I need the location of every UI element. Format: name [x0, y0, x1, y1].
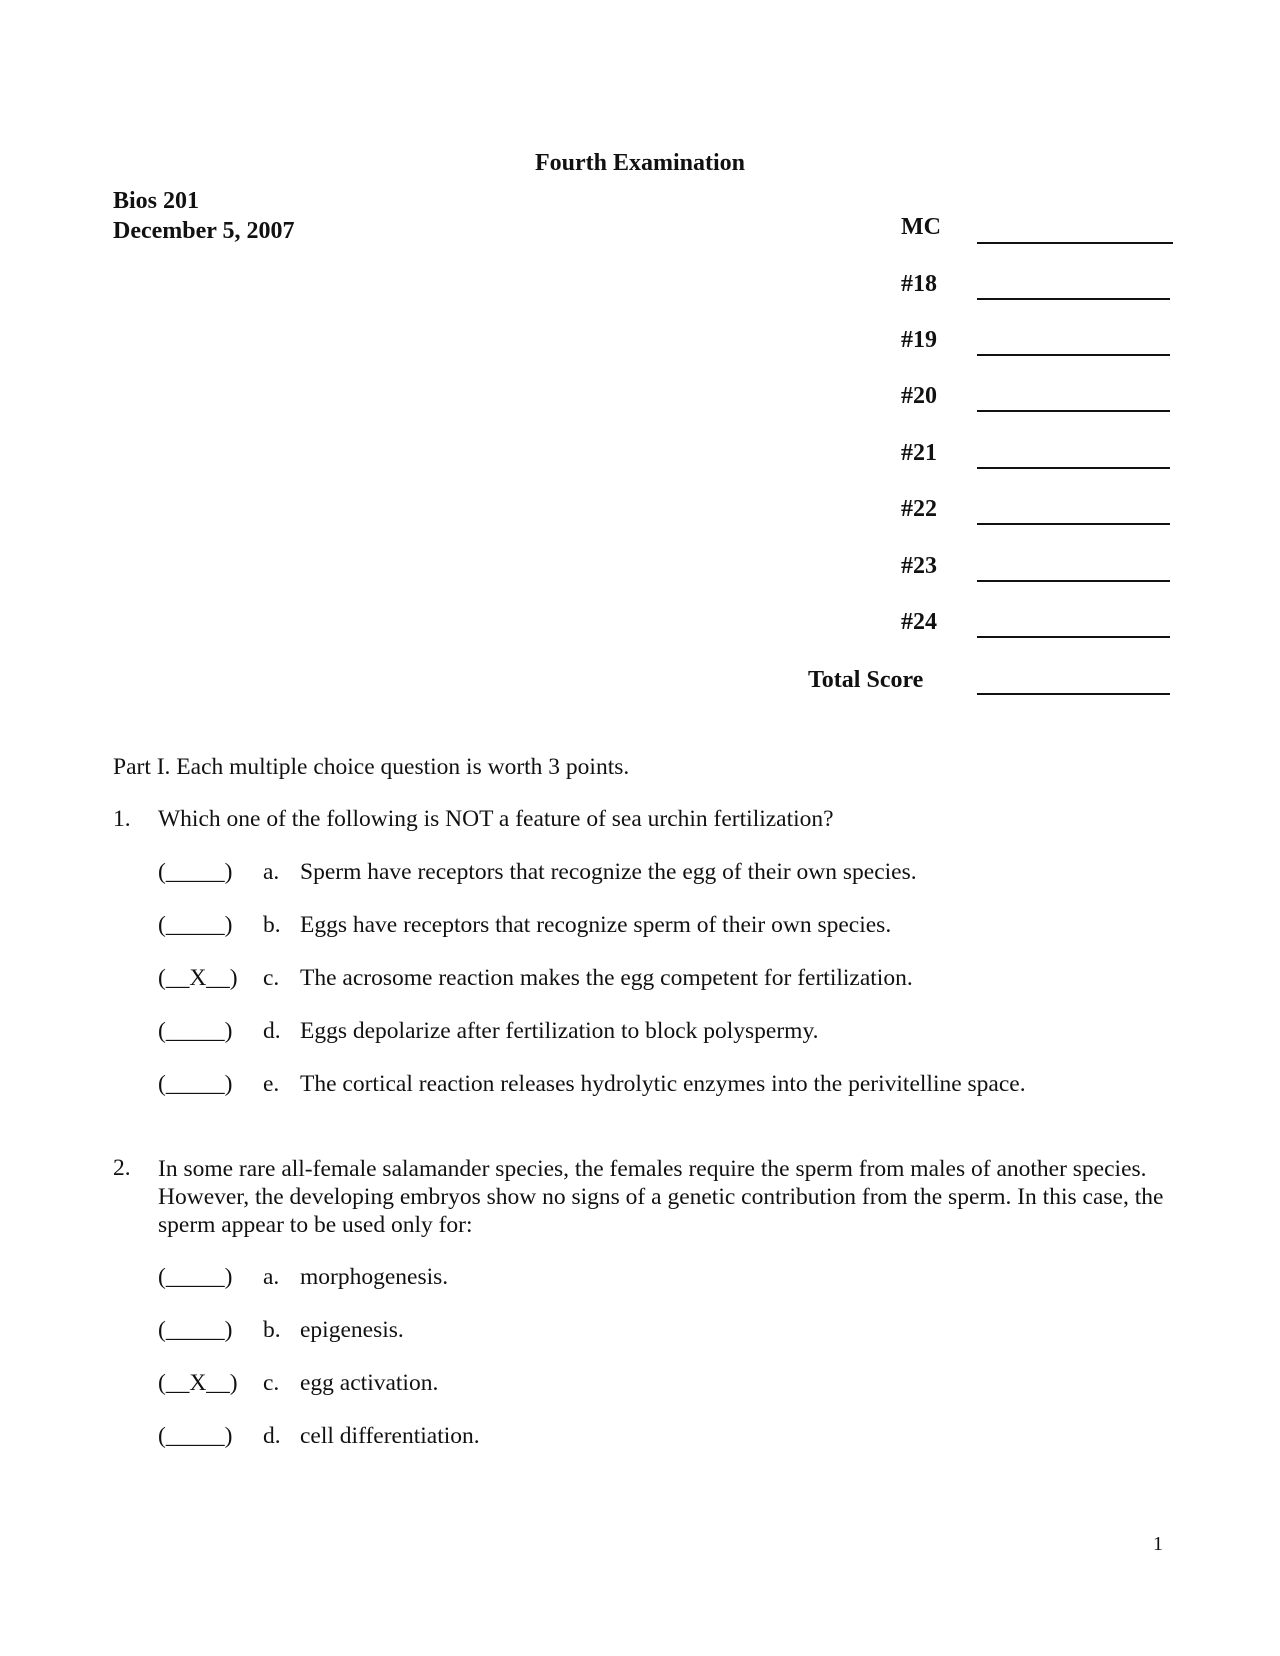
score-label-19: #19	[901, 327, 937, 353]
answer-blank[interactable]: (_____)	[158, 1018, 233, 1044]
course-name: Bios 201	[113, 188, 200, 214]
question-text: In some rare all-female salamander species, the females require the sperm from males of another species. However, the developing embryos show no signs of a genetic contribution from the sperm. In this case, the sperm appear to be used only for:	[158, 1156, 1164, 1238]
choice-letter: b.	[263, 1317, 281, 1343]
answer-blank[interactable]: (__X__)	[158, 965, 238, 991]
answer-blank[interactable]: (_____)	[158, 912, 233, 938]
score-label-24: #24	[901, 609, 937, 635]
choice-letter: b.	[263, 912, 281, 938]
choice-text: Eggs have receptors that recognize sperm of their own species.	[300, 912, 892, 938]
choice-letter: c.	[263, 1370, 280, 1396]
score-field-total[interactable]	[977, 693, 1170, 695]
score-label-23: #23	[901, 553, 937, 579]
score-label-total: Total Score	[808, 667, 924, 693]
page-number: 1	[1153, 1533, 1163, 1555]
exam-date: December 5, 2007	[113, 218, 295, 244]
choice-text: morphogenesis.	[300, 1264, 449, 1290]
answer-blank[interactable]: (__X__)	[158, 1370, 238, 1396]
answer-blank[interactable]: (_____)	[158, 859, 233, 885]
choice-text: egg activation.	[300, 1370, 439, 1396]
part1-intro: Part I. Each multiple choice question is worth 3 points.	[113, 754, 630, 780]
answer-blank[interactable]: (_____)	[158, 1071, 233, 1097]
choice-text: Sperm have receptors that recognize the egg of their own species.	[300, 859, 917, 885]
choice-text: The acrosome reaction makes the egg competent for fertilization.	[300, 965, 913, 991]
score-field-mc[interactable]	[977, 242, 1173, 244]
score-label-21: #21	[901, 440, 937, 466]
choice-letter: d.	[263, 1018, 281, 1044]
score-field-18[interactable]	[977, 298, 1170, 300]
answer-blank[interactable]: (_____)	[158, 1264, 233, 1290]
answer-blank[interactable]: (_____)	[158, 1423, 233, 1449]
choice-text: cell differentiation.	[300, 1423, 480, 1449]
choice-letter: d.	[263, 1423, 281, 1449]
question-number: 1.	[113, 806, 131, 832]
choice-text: epigenesis.	[300, 1317, 404, 1343]
choice-letter: c.	[263, 965, 280, 991]
score-label-22: #22	[901, 496, 937, 522]
score-field-21[interactable]	[977, 467, 1170, 469]
score-label-18: #18	[901, 271, 937, 297]
score-field-20[interactable]	[977, 410, 1170, 412]
choice-text: The cortical reaction releases hydrolytic enzymes into the perivitelline space.	[300, 1071, 1026, 1097]
exam-title: Fourth Examination	[534, 150, 746, 176]
score-field-19[interactable]	[977, 354, 1170, 356]
question-text: Which one of the following is NOT a feature of sea urchin fertilization?	[158, 806, 834, 832]
choice-letter: a.	[263, 1264, 280, 1290]
score-field-24[interactable]	[977, 636, 1170, 638]
answer-blank[interactable]: (_____)	[158, 1317, 233, 1343]
choice-text: Eggs depolarize after fertilization to block polyspermy.	[300, 1018, 819, 1044]
score-field-23[interactable]	[977, 580, 1170, 582]
score-label-mc: MC	[901, 214, 941, 240]
question-number: 2.	[113, 1155, 131, 1181]
score-label-20: #20	[901, 383, 937, 409]
choice-letter: a.	[263, 859, 280, 885]
score-field-22[interactable]	[977, 523, 1170, 525]
choice-letter: e.	[263, 1071, 280, 1097]
